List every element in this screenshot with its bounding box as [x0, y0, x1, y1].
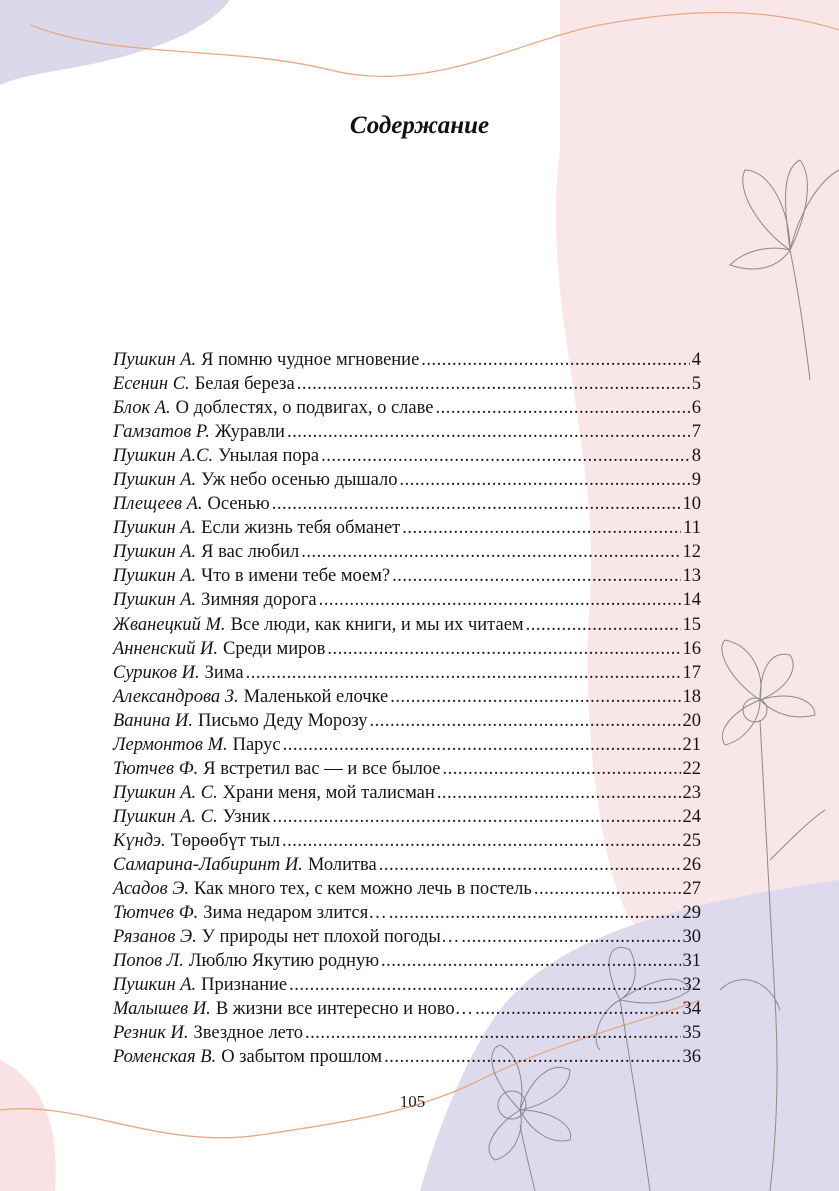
toc-entry[interactable]: [113, 639, 701, 663]
toc-author: Тютчев Ф.: [113, 758, 199, 779]
toc-author: Есенин С.: [113, 374, 190, 395]
toc-leader-dots: [289, 975, 680, 996]
toc-page-number: 13: [682, 566, 701, 587]
toc-author: Плещеев А.: [113, 494, 203, 515]
toc-work-title: Узник: [222, 806, 271, 827]
toc-leader-dots: [301, 542, 680, 563]
toc-leader-dots: [370, 711, 681, 732]
toc-entry[interactable]: [113, 999, 701, 1023]
toc-work-title: Звездное лето: [193, 1023, 303, 1044]
toc-page-number: 30: [682, 927, 701, 948]
toc-page-number: 12: [682, 542, 701, 563]
toc-author: Резник И.: [113, 1023, 189, 1044]
toc-author: Пушкин А.: [113, 566, 197, 587]
toc-work-title: Люблю Якутию родную: [188, 951, 380, 972]
toc-author: Александрова З.: [113, 686, 239, 707]
toc-leader-dots: [402, 518, 681, 539]
toc-entry[interactable]: [113, 903, 701, 927]
toc-page-number: 23: [682, 782, 701, 803]
toc-page-number: 18: [682, 686, 701, 707]
toc-leader-dots: [327, 639, 680, 660]
toc-leader-dots: [400, 470, 690, 491]
toc-work-title: Төрөөбүт тыл: [170, 830, 281, 851]
toc-entry[interactable]: [113, 566, 701, 590]
toc-leader-dots: [526, 615, 681, 636]
toc-entry[interactable]: [113, 398, 701, 422]
toc-entry[interactable]: [113, 374, 701, 398]
toc-page-number: 29: [682, 903, 701, 924]
toc-entry[interactable]: [113, 927, 701, 951]
toc-entry[interactable]: [113, 470, 701, 494]
toc-entry[interactable]: [113, 975, 701, 999]
toc-entry[interactable]: [113, 759, 701, 783]
toc-page-number: 20: [682, 710, 701, 731]
toc-page-number: 26: [682, 854, 701, 875]
toc-page-number: 6: [691, 398, 701, 419]
toc-work-title: Письмо Деду Морозу: [198, 710, 368, 731]
toc-leader-dots: [421, 350, 689, 371]
toc-entry[interactable]: [113, 711, 701, 735]
toc-work-title: О доблестях, о подвигах, о славе: [175, 398, 434, 419]
toc-work-title: Если жизнь тебя обманет: [201, 518, 401, 539]
toc-page-number: 17: [682, 662, 701, 683]
toc-entry[interactable]: [113, 494, 701, 518]
toc-author: Пушкин А. С.: [113, 806, 218, 827]
toc-leader-dots: [437, 783, 681, 804]
toc-page-number: 10: [682, 494, 701, 515]
toc-author: Самарина-Лабиринт И.: [113, 854, 303, 875]
toc-work-title: Я встретил вас — и все былое: [203, 758, 441, 779]
toc-leader-dots: [246, 663, 681, 684]
toc-page-number: 22: [682, 758, 701, 779]
pink-blob-bottom-left: [0, 1060, 56, 1191]
toc-page-number: 27: [682, 879, 701, 900]
toc-author: Пушкин А.: [113, 542, 197, 563]
toc-leader-dots: [287, 422, 690, 443]
toc-work-title: Уж небо осенью дышало: [201, 470, 398, 491]
toc-leader-dots: [272, 494, 681, 515]
toc-work-title: Я помню чудное мгновение: [201, 350, 420, 370]
toc-entry[interactable]: [113, 735, 701, 759]
toc-work-title: Все люди, как книги, и мы их читаем: [230, 614, 524, 635]
toc-page-number: 31: [682, 951, 701, 972]
toc-author: Попов Л.: [113, 951, 184, 972]
toc-author: Лермонтов М.: [113, 734, 228, 755]
toc-author: Пушкин А.: [113, 518, 197, 539]
toc-author: Роменская В.: [113, 1047, 217, 1068]
toc-leader-dots: [321, 446, 690, 467]
toc-leader-dots: [461, 927, 680, 948]
toc-leader-dots: [305, 1023, 681, 1044]
page-title: Содержание: [349, 112, 490, 139]
toc-leader-dots: [443, 759, 681, 780]
toc-author: Пушкин А. С.: [113, 782, 218, 803]
toc-work-title: Молитва: [307, 854, 377, 875]
toc-page-number: 4: [691, 350, 701, 370]
toc-author: Күндэ.: [113, 830, 166, 851]
toc-page-number: 35: [682, 1023, 701, 1044]
toc-author: Пушкин А.: [113, 470, 197, 491]
toc-page-number: 14: [682, 590, 701, 611]
toc-work-title: В жизни все интересно и ново…: [215, 999, 474, 1020]
toc-entry[interactable]: [113, 951, 701, 975]
toc-author: Тютчев Ф.: [113, 903, 199, 924]
toc-leader-dots: [534, 879, 681, 900]
toc-page-number: 24: [682, 806, 701, 827]
toc-work-title: Парус: [232, 734, 281, 755]
toc-author: Блок А.: [113, 398, 171, 419]
toc-work-title: Унылая пора: [218, 446, 320, 467]
toc-work-title: Осенью: [207, 494, 270, 515]
toc-entry[interactable]: [113, 807, 701, 831]
toc-entry[interactable]: [113, 1047, 701, 1071]
toc-work-title: Что в имени тебе моем?: [201, 566, 391, 587]
toc-page-number: 7: [691, 422, 701, 443]
toc-page-number: 36: [682, 1047, 701, 1068]
toc-entry[interactable]: [113, 422, 701, 446]
toc-work-title: Я вас любил: [201, 542, 300, 563]
toc-work-title: Зимняя дорога: [201, 590, 317, 611]
toc-leader-dots: [435, 398, 689, 419]
toc-leader-dots: [389, 903, 681, 924]
toc-page-number: 16: [682, 638, 701, 659]
toc-work-title: Храни меня, мой талисман: [222, 782, 435, 803]
toc-author: Гамзатов Р.: [113, 422, 210, 443]
toc-author: Асадов Э.: [113, 879, 190, 900]
table-of-contents: [113, 350, 701, 1071]
toc-entry[interactable]: [113, 542, 701, 566]
toc-page-number: 15: [682, 614, 701, 635]
toc-entry[interactable]: [113, 1023, 701, 1047]
toc-author: Жванецкий М.: [113, 614, 226, 635]
toc-leader-dots: [381, 951, 680, 972]
toc-work-title: Зима недаром злится…: [203, 903, 387, 924]
toc-entry[interactable]: [113, 855, 701, 879]
toc-entry[interactable]: [113, 518, 701, 542]
toc-work-title: Среди миров: [223, 638, 326, 659]
toc-work-title: У природы нет плохой погоды…: [201, 927, 460, 948]
toc-page-number: 8: [691, 446, 701, 467]
toc-page-number: 32: [682, 975, 701, 996]
toc-leader-dots: [475, 999, 680, 1020]
page-number: 105: [399, 1092, 426, 1111]
toc-entry[interactable]: [113, 615, 701, 639]
toc-work-title: Маленькой елочке: [243, 686, 389, 707]
toc-author: Пушкин А.С.: [113, 446, 214, 467]
toc-entry[interactable]: [113, 590, 701, 614]
toc-author: Пушкин А.: [113, 975, 197, 996]
toc-author: Рязанов Э.: [113, 927, 197, 948]
toc-work-title: Белая береза: [194, 374, 295, 395]
toc-page-number: 25: [682, 830, 701, 851]
toc-leader-dots: [272, 807, 680, 828]
toc-leader-dots: [392, 566, 680, 587]
toc-author: Пушкин А.: [113, 590, 197, 611]
toc-author: Анненский И.: [113, 638, 219, 659]
toc-page-number: 9: [691, 470, 701, 491]
toc-entry[interactable]: [113, 663, 701, 687]
toc-work-title: Признание: [201, 975, 288, 996]
toc-leader-dots: [390, 687, 680, 708]
lavender-blob-top-left: [0, 0, 230, 85]
toc-leader-dots: [384, 1047, 680, 1068]
toc-entry[interactable]: [113, 783, 701, 807]
toc-leader-dots: [297, 374, 690, 395]
toc-entry[interactable]: [113, 831, 701, 855]
toc-page-number: 34: [682, 999, 701, 1020]
toc-work-title: О забытом прошлом: [221, 1047, 383, 1068]
toc-entry[interactable]: [113, 687, 701, 711]
toc-author: Суриков И.: [113, 662, 200, 683]
toc-author: Пушкин А.: [113, 350, 197, 370]
toc-work-title: Журавли: [214, 422, 285, 443]
toc-leader-dots: [283, 735, 681, 756]
toc-leader-dots: [282, 831, 680, 852]
toc-page-number: 11: [683, 518, 701, 539]
toc-leader-dots: [319, 590, 681, 611]
toc-entry[interactable]: [113, 350, 701, 374]
toc-author: Ванина И.: [113, 710, 194, 731]
toc-leader-dots: [379, 855, 681, 876]
toc-page-number: 5: [691, 374, 701, 395]
toc-work-title: Зима: [204, 662, 244, 683]
toc-entry[interactable]: [113, 446, 701, 470]
toc-page-number: 21: [682, 734, 701, 755]
toc-entry[interactable]: [113, 879, 701, 903]
toc-author: Малышев И.: [113, 999, 211, 1020]
toc-work-title: Как много тех, с кем можно лечь в постель: [194, 879, 532, 900]
